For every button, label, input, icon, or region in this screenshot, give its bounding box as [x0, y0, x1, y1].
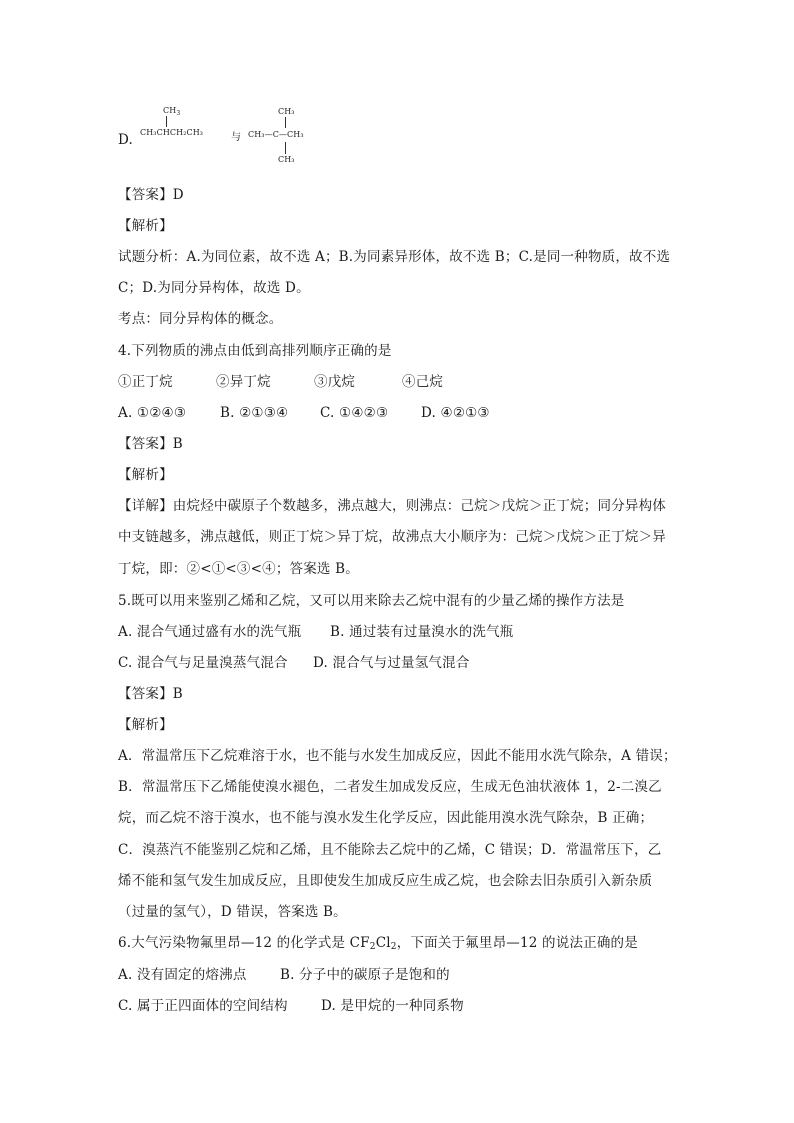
q5-options-ab: [118, 623, 514, 641]
q4-detail-line1: 【详解】由烷烃中碳原子个数越多，沸点越大，则沸点：己烷＞戊烷＞正丁烷；同分异构体: [118, 498, 666, 514]
q5-analysis-line: 烯不能和氢气发生加成反应，且即使发生加成反应生成乙烷，也会除去旧杂质引入新杂质: [118, 873, 653, 889]
q4-answer: 【答案】B: [118, 436, 183, 452]
q6-options-ab: [118, 966, 450, 984]
q4-item: ④己烷: [402, 374, 444, 390]
q5-analysis-line: A．常温常压下乙烷难溶于水，也不能与水发生加成反应，因此不能用水洗气除杂，A 错误；: [118, 748, 677, 764]
q6-stem: 6.大气污染物氟里昂—12 的化学式是 $CF_2Cl_2$，下面关于氟里昂—12 的说法正确的是: [118, 935, 638, 952]
q5-analysis-line: B．常温常压下乙烯能使溴水褪色，二者发生加成发反应，生成无色油状液体 1，2-二溴乙: [118, 779, 662, 795]
q4-item: ①正丁烷: [118, 374, 173, 390]
q5-answer: 【答案】B: [118, 686, 183, 702]
q4-item: ③戊烷: [314, 374, 356, 390]
q6-option-b: B. 分子中的碳原子是饱和的: [280, 967, 450, 983]
q4-option-c: C. ①④②③: [320, 405, 389, 421]
q5-option-d: D. 混合气与过量氢气混合: [313, 655, 470, 671]
right-top-methyl: CH₃: [278, 107, 295, 116]
q5-analysis-heading: 【解析】: [118, 717, 173, 733]
right-bottom-methyl: CH₃: [278, 155, 295, 164]
q6-option-d: D. 是甲烷的一种同系物: [321, 998, 464, 1014]
connector-text: 与: [231, 132, 242, 143]
q3-analysis-line2: C；D.为同分异构体，故选 D。: [118, 280, 310, 296]
q5-option-a: A. 混合气通过盛有水的洗气瓶: [118, 624, 302, 640]
left-branch-methyl: $CH_3$: [163, 106, 181, 117]
q4-stem: 4.下列物质的沸点由低到高排列顺序正确的是: [118, 343, 392, 359]
q4-option-a: A. ①②④③: [118, 405, 187, 421]
q5-analysis-line: （过量的氢气），D 错误，答案选 B。: [118, 904, 347, 920]
q5-option-c: C. 混合气与足量溴蒸气混合: [118, 655, 288, 671]
right-bottom-bond: [285, 142, 286, 154]
q3-analysis-heading: 【解析】: [118, 218, 173, 234]
q6-options-cd: [118, 997, 464, 1015]
q4-items: [118, 373, 443, 391]
q4-item: ②异丁烷: [216, 374, 271, 390]
q4-options: [118, 404, 490, 422]
q3-analysis-line1: 试题分析：A.为同位素，故不选 A；B.为同素异形体，故不选 B；C.是同一种物质，故不选: [118, 249, 671, 265]
q4-detail-line3: 丁烷，即：②<①<③<④；答案选 B。: [118, 561, 359, 577]
option-d-label: D.: [118, 132, 134, 148]
q5-stem: 5.既可以用来鉴别乙烯和乙烷，又可以用来除去乙烷中混有的少量乙烯的操作方法是: [118, 593, 625, 609]
left-bond-line: [166, 116, 167, 127]
q3-kaodian: 考点：同分异构体的概念。: [118, 311, 283, 327]
q4-option-d: D. ④②①③: [421, 405, 490, 421]
q4-detail-line2: 中支链越多，沸点越低，则正丁烷＞异丁烷，故沸点大小顺序为：己烷＞戊烷＞正丁烷＞异: [118, 529, 666, 545]
q5-analysis-line: 烷，而乙烷不溶于溴水，也不能与溴水发生化学反应，因此能用溴水洗气除杂，B 正确；: [118, 810, 654, 826]
q6-option-a: A. 没有固定的熔沸点: [118, 967, 247, 983]
q4-option-b: B. ②①③④: [220, 405, 289, 421]
right-main-chain: CH₃—C—CH₃: [248, 130, 304, 139]
q3-answer: 【答案】D: [118, 187, 184, 203]
q4-analysis-heading: 【解析】: [118, 467, 173, 483]
q5-options-cd: [118, 654, 470, 672]
q6-option-c: C. 属于正四面体的空间结构: [118, 998, 288, 1014]
q5-analysis-line: C．溴蒸汽不能鉴别乙烷和乙烯，且不能除去乙烷中的乙烯，C 错误；D．常温常压下，乙: [118, 842, 662, 858]
q5-option-b: B. 通过装有过量溴水的洗气瓶: [330, 624, 514, 640]
left-main-chain: CH₃CHCH₂CH₃: [140, 128, 204, 137]
right-top-bond: [285, 117, 286, 128]
